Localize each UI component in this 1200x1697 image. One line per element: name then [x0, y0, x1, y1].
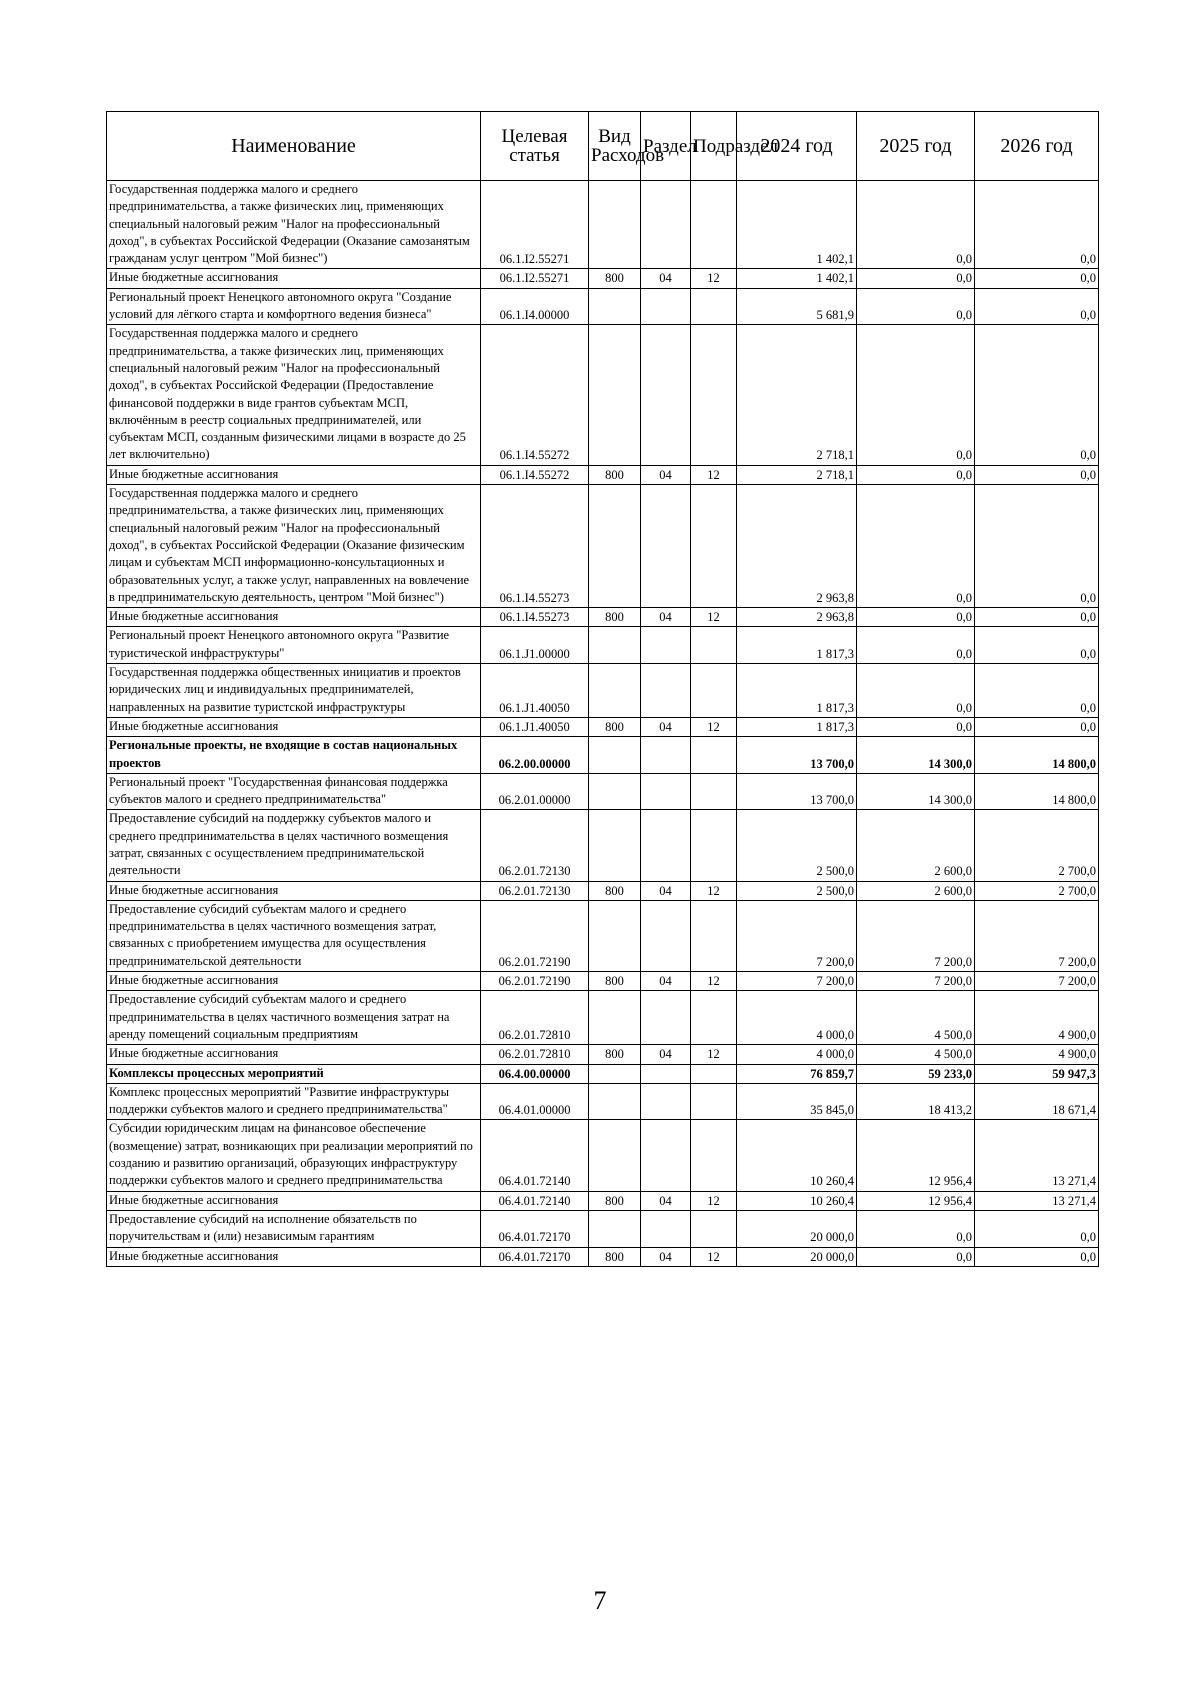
cell-2026: 59 947,3	[975, 1064, 1099, 1083]
cell-name: Иные бюджетные ассигнования	[107, 1247, 481, 1266]
cell-name: Иные бюджетные ассигнования	[107, 717, 481, 736]
cell-razd: 04	[641, 608, 691, 627]
cell-podr	[691, 325, 737, 465]
cell-vid	[589, 181, 641, 269]
cell-2025: 0,0	[857, 288, 975, 325]
cell-2024: 2 963,8	[737, 608, 857, 627]
cell-name: Государственная поддержка малого и среднего предпринимательства, а также физических лиц, применяющих специальный налоговый режим "Налог на профессиональный доход", в субъектах Российской Федерации (Оказание самозанятым гражданам услуг центром "Мой бизнес")	[107, 181, 481, 269]
cell-vid	[589, 664, 641, 718]
cell-2026: 4 900,0	[975, 1045, 1099, 1064]
cell-podr	[691, 1083, 737, 1120]
cell-code: 06.4.01.00000	[481, 1083, 589, 1120]
cell-code: 06.4.01.72170	[481, 1210, 589, 1247]
cell-name: Предоставление субсидий на поддержку субъектов малого и среднего предпринимательства в целях частичного возмещения затрат, связанных с осуществлением предпринимательской деятельности	[107, 810, 481, 881]
cell-vid	[589, 1083, 641, 1120]
cell-2024: 20 000,0	[737, 1210, 857, 1247]
header-2026: 2026 год	[975, 112, 1099, 181]
cell-2025: 7 200,0	[857, 972, 975, 991]
cell-code: 06.2.00.00000	[481, 737, 589, 774]
cell-name: Региональные проекты, не входящие в состав национальных проектов	[107, 737, 481, 774]
cell-podr: 12	[691, 881, 737, 900]
cell-code: 06.1.I4.55272	[481, 465, 589, 484]
cell-code: 06.2.01.72190	[481, 900, 589, 971]
cell-razd	[641, 900, 691, 971]
cell-podr	[691, 810, 737, 881]
cell-name: Комплекс процессных мероприятий "Развитие инфраструктуры поддержки субъектов малого и среднего предпринимательства"	[107, 1083, 481, 1120]
cell-2026: 0,0	[975, 485, 1099, 608]
cell-2026: 13 271,4	[975, 1191, 1099, 1210]
header-code: Целевая статья	[481, 112, 589, 181]
cell-vid	[589, 325, 641, 465]
cell-vid: 800	[589, 1045, 641, 1064]
cell-razd	[641, 485, 691, 608]
table-row	[107, 181, 1099, 269]
cell-2025: 14 300,0	[857, 773, 975, 810]
table-row	[107, 608, 1099, 627]
page-number: 7	[593, 1586, 607, 1615]
cell-podr: 12	[691, 1247, 737, 1266]
cell-vid	[589, 900, 641, 971]
cell-2024: 1 817,3	[737, 627, 857, 664]
cell-podr	[691, 1120, 737, 1191]
cell-2025: 0,0	[857, 465, 975, 484]
cell-razd	[641, 181, 691, 269]
cell-podr	[691, 773, 737, 810]
cell-2026: 0,0	[975, 1210, 1099, 1247]
cell-2024: 5 681,9	[737, 288, 857, 325]
cell-2026: 18 671,4	[975, 1083, 1099, 1120]
cell-code: 06.2.01.72130	[481, 881, 589, 900]
cell-vid: 800	[589, 465, 641, 484]
cell-2024: 7 200,0	[737, 972, 857, 991]
table-header-row	[107, 112, 1099, 181]
cell-2025: 0,0	[857, 608, 975, 627]
cell-vid	[589, 991, 641, 1045]
cell-razd: 04	[641, 1045, 691, 1064]
cell-name: Государственная поддержка малого и среднего предпринимательства, а также физических лиц, применяющих специальный налоговый режим "Налог на профессиональный доход", в субъектах Российской Федерации (Оказание физическим лицам и субъектам МСП информационно-консультационных и образовательных услуг, а также услуг, направленных на вовлечение в предпринимательскую деятельность, центром "Мой бизнес")	[107, 485, 481, 608]
cell-podr	[691, 485, 737, 608]
cell-name: Предоставление субсидий субъектам малого и среднего предпринимательства в целях частичного возмещения затрат, связанных с приобретением имущества для осуществления предпринимательской деятельности	[107, 900, 481, 971]
cell-vid: 800	[589, 972, 641, 991]
cell-2026: 0,0	[975, 288, 1099, 325]
table-row	[107, 900, 1099, 971]
cell-code: 06.1.J1.40050	[481, 664, 589, 718]
cell-vid	[589, 627, 641, 664]
cell-vid: 800	[589, 717, 641, 736]
cell-podr	[691, 737, 737, 774]
table-row	[107, 325, 1099, 465]
cell-code: 06.1.I2.55271	[481, 181, 589, 269]
cell-code: 06.2.01.72810	[481, 1045, 589, 1064]
table-row	[107, 737, 1099, 774]
header-razd: Раздел	[641, 112, 691, 181]
table-row	[107, 991, 1099, 1045]
cell-podr	[691, 288, 737, 325]
cell-2024: 35 845,0	[737, 1083, 857, 1120]
cell-vid	[589, 1064, 641, 1083]
table-row	[107, 664, 1099, 718]
cell-razd	[641, 991, 691, 1045]
cell-podr: 12	[691, 269, 737, 288]
cell-code: 06.4.01.72170	[481, 1247, 589, 1266]
cell-code: 06.4.01.72140	[481, 1191, 589, 1210]
cell-razd	[641, 1064, 691, 1083]
cell-podr	[691, 664, 737, 718]
table-row	[107, 627, 1099, 664]
table-row	[107, 1210, 1099, 1247]
table-row	[107, 1083, 1099, 1120]
cell-name: Предоставление субсидий на исполнение обязательств по поручительствам и (или) независимым гарантиям	[107, 1210, 481, 1247]
cell-podr: 12	[691, 1045, 737, 1064]
cell-2024: 2 718,1	[737, 325, 857, 465]
header-2024: 2024 год	[737, 112, 857, 181]
cell-razd	[641, 627, 691, 664]
cell-2025: 0,0	[857, 1247, 975, 1266]
cell-2025: 2 600,0	[857, 810, 975, 881]
cell-razd	[641, 1083, 691, 1120]
cell-razd: 04	[641, 1191, 691, 1210]
cell-2026: 2 700,0	[975, 881, 1099, 900]
cell-vid	[589, 288, 641, 325]
cell-2024: 13 700,0	[737, 773, 857, 810]
cell-code: 06.4.00.00000	[481, 1064, 589, 1083]
cell-vid	[589, 810, 641, 881]
cell-vid: 800	[589, 1191, 641, 1210]
cell-2024: 7 200,0	[737, 900, 857, 971]
cell-2025: 0,0	[857, 627, 975, 664]
cell-name: Иные бюджетные ассигнования	[107, 608, 481, 627]
cell-2026: 0,0	[975, 465, 1099, 484]
cell-code: 06.1.I4.55272	[481, 325, 589, 465]
table-row	[107, 1064, 1099, 1083]
cell-podr	[691, 1210, 737, 1247]
table-row	[107, 773, 1099, 810]
cell-2024: 20 000,0	[737, 1247, 857, 1266]
cell-name: Региональный проект "Государственная финансовая поддержка субъектов малого и среднего предпринимательства"	[107, 773, 481, 810]
cell-code: 06.4.01.72140	[481, 1120, 589, 1191]
cell-razd: 04	[641, 717, 691, 736]
cell-2026: 14 800,0	[975, 737, 1099, 774]
cell-name: Иные бюджетные ассигнования	[107, 972, 481, 991]
cell-vid: 800	[589, 1247, 641, 1266]
cell-razd	[641, 773, 691, 810]
cell-name: Предоставление субсидий субъектам малого и среднего предпринимательства в целях частичного возмещения затрат на аренду помещений социальным предприятиям	[107, 991, 481, 1045]
cell-2024: 2 500,0	[737, 810, 857, 881]
cell-2025: 59 233,0	[857, 1064, 975, 1083]
cell-vid: 800	[589, 608, 641, 627]
cell-vid: 800	[589, 881, 641, 900]
cell-2024: 13 700,0	[737, 737, 857, 774]
cell-2026: 0,0	[975, 269, 1099, 288]
cell-2026: 7 200,0	[975, 900, 1099, 971]
cell-code: 06.2.01.00000	[481, 773, 589, 810]
cell-2025: 0,0	[857, 181, 975, 269]
cell-podr	[691, 900, 737, 971]
cell-2025: 0,0	[857, 1210, 975, 1247]
cell-code: 06.1.I4.55273	[481, 608, 589, 627]
cell-2026: 13 271,4	[975, 1120, 1099, 1191]
cell-name: Иные бюджетные ассигнования	[107, 1045, 481, 1064]
cell-name: Региональный проект Ненецкого автономного округа "Создание условий для лёгкого старта и комфортного ведения бизнеса"	[107, 288, 481, 325]
cell-name: Государственная поддержка малого и среднего предпринимательства, а также физических лиц, применяющих специальный налоговый режим "Налог на профессиональный доход", в субъектах Российской Федерации (Предоставление финансовой поддержки в виде грантов субъектам МСП, включённым в реестр социальных предпринимателей, или субъектам МСП, созданным физическими лицами в возрасте до 25 лет включительно)	[107, 325, 481, 465]
cell-name: Иные бюджетные ассигнования	[107, 881, 481, 900]
header-2025: 2025 год	[857, 112, 975, 181]
cell-podr: 12	[691, 608, 737, 627]
cell-name: Комплексы процессных мероприятий	[107, 1064, 481, 1083]
header-name: Наименование	[107, 112, 481, 181]
cell-name: Иные бюджетные ассигнования	[107, 1191, 481, 1210]
cell-2026: 0,0	[975, 181, 1099, 269]
cell-2025: 0,0	[857, 269, 975, 288]
cell-2024: 2 963,8	[737, 485, 857, 608]
cell-vid	[589, 773, 641, 810]
cell-2024: 76 859,7	[737, 1064, 857, 1083]
cell-razd: 04	[641, 269, 691, 288]
budget-table	[106, 111, 1099, 1267]
cell-razd	[641, 288, 691, 325]
table-row	[107, 810, 1099, 881]
cell-vid	[589, 1120, 641, 1191]
cell-razd	[641, 1120, 691, 1191]
cell-name: Иные бюджетные ассигнования	[107, 465, 481, 484]
cell-2026: 4 900,0	[975, 991, 1099, 1045]
cell-name: Региональный проект Ненецкого автономного округа "Развитие туристической инфраструктуры"	[107, 627, 481, 664]
cell-vid	[589, 485, 641, 608]
table-row	[107, 485, 1099, 608]
cell-2026: 0,0	[975, 608, 1099, 627]
cell-2024: 1 817,3	[737, 664, 857, 718]
table-row	[107, 1045, 1099, 1064]
header-vid: Вид Расходов	[589, 112, 641, 181]
cell-2024: 4 000,0	[737, 991, 857, 1045]
cell-name: Государственная поддержка общественных инициатив и проектов юридических лиц и индивидуальных предпринимателей, направленных на развитие туристской инфраструктуры	[107, 664, 481, 718]
cell-code: 06.1.I2.55271	[481, 269, 589, 288]
table-row	[107, 972, 1099, 991]
cell-2025: 12 956,4	[857, 1191, 975, 1210]
cell-2026: 0,0	[975, 664, 1099, 718]
cell-2025: 0,0	[857, 325, 975, 465]
table-row	[107, 717, 1099, 736]
cell-podr	[691, 1064, 737, 1083]
cell-2026: 2 700,0	[975, 810, 1099, 881]
cell-razd	[641, 810, 691, 881]
cell-2025: 18 413,2	[857, 1083, 975, 1120]
cell-podr: 12	[691, 717, 737, 736]
cell-razd	[641, 737, 691, 774]
cell-2024: 2 500,0	[737, 881, 857, 900]
table-row	[107, 1191, 1099, 1210]
cell-2025: 7 200,0	[857, 900, 975, 971]
header-podr: Подраздел	[691, 112, 737, 181]
cell-2024: 10 260,4	[737, 1120, 857, 1191]
table-row	[107, 465, 1099, 484]
table-row	[107, 1247, 1099, 1266]
cell-2024: 1 817,3	[737, 717, 857, 736]
cell-razd	[641, 1210, 691, 1247]
cell-podr: 12	[691, 465, 737, 484]
cell-code: 06.2.01.72810	[481, 991, 589, 1045]
cell-name: Иные бюджетные ассигнования	[107, 269, 481, 288]
cell-2026: 14 800,0	[975, 773, 1099, 810]
cell-podr: 12	[691, 972, 737, 991]
cell-code: 06.2.01.72130	[481, 810, 589, 881]
cell-podr	[691, 181, 737, 269]
cell-podr: 12	[691, 1191, 737, 1210]
cell-vid	[589, 737, 641, 774]
cell-2024: 2 718,1	[737, 465, 857, 484]
cell-podr	[691, 627, 737, 664]
cell-2026: 0,0	[975, 627, 1099, 664]
cell-2025: 0,0	[857, 664, 975, 718]
cell-razd	[641, 664, 691, 718]
cell-code: 06.1.J1.40050	[481, 717, 589, 736]
cell-code: 06.2.01.72190	[481, 972, 589, 991]
cell-2025: 2 600,0	[857, 881, 975, 900]
cell-code: 06.1.I4.00000	[481, 288, 589, 325]
cell-razd: 04	[641, 881, 691, 900]
cell-podr	[691, 991, 737, 1045]
cell-2024: 4 000,0	[737, 1045, 857, 1064]
cell-name: Субсидии юридическим лицам на финансовое обеспечение (возмещение) затрат, возникающих при реализации мероприятий по созданию и развитию организаций, образующих инфраструктуру поддержки субъектов малого и среднего предпринимательства	[107, 1120, 481, 1191]
cell-razd: 04	[641, 972, 691, 991]
cell-2026: 0,0	[975, 717, 1099, 736]
cell-vid	[589, 1210, 641, 1247]
cell-2025: 14 300,0	[857, 737, 975, 774]
cell-2025: 4 500,0	[857, 991, 975, 1045]
cell-razd: 04	[641, 1247, 691, 1266]
table-body	[107, 181, 1099, 1267]
table-row	[107, 881, 1099, 900]
cell-2025: 0,0	[857, 717, 975, 736]
cell-2025: 12 956,4	[857, 1120, 975, 1191]
cell-code: 06.1.J1.00000	[481, 627, 589, 664]
cell-2025: 4 500,0	[857, 1045, 975, 1064]
table-row	[107, 288, 1099, 325]
cell-code: 06.1.I4.55273	[481, 485, 589, 608]
cell-razd	[641, 325, 691, 465]
cell-2025: 0,0	[857, 485, 975, 608]
cell-2024: 1 402,1	[737, 181, 857, 269]
table-row	[107, 1120, 1099, 1191]
cell-2026: 0,0	[975, 1247, 1099, 1266]
cell-vid: 800	[589, 269, 641, 288]
cell-2024: 1 402,1	[737, 269, 857, 288]
table-row	[107, 269, 1099, 288]
cell-2026: 0,0	[975, 325, 1099, 465]
cell-2026: 7 200,0	[975, 972, 1099, 991]
cell-2024: 10 260,4	[737, 1191, 857, 1210]
cell-razd: 04	[641, 465, 691, 484]
